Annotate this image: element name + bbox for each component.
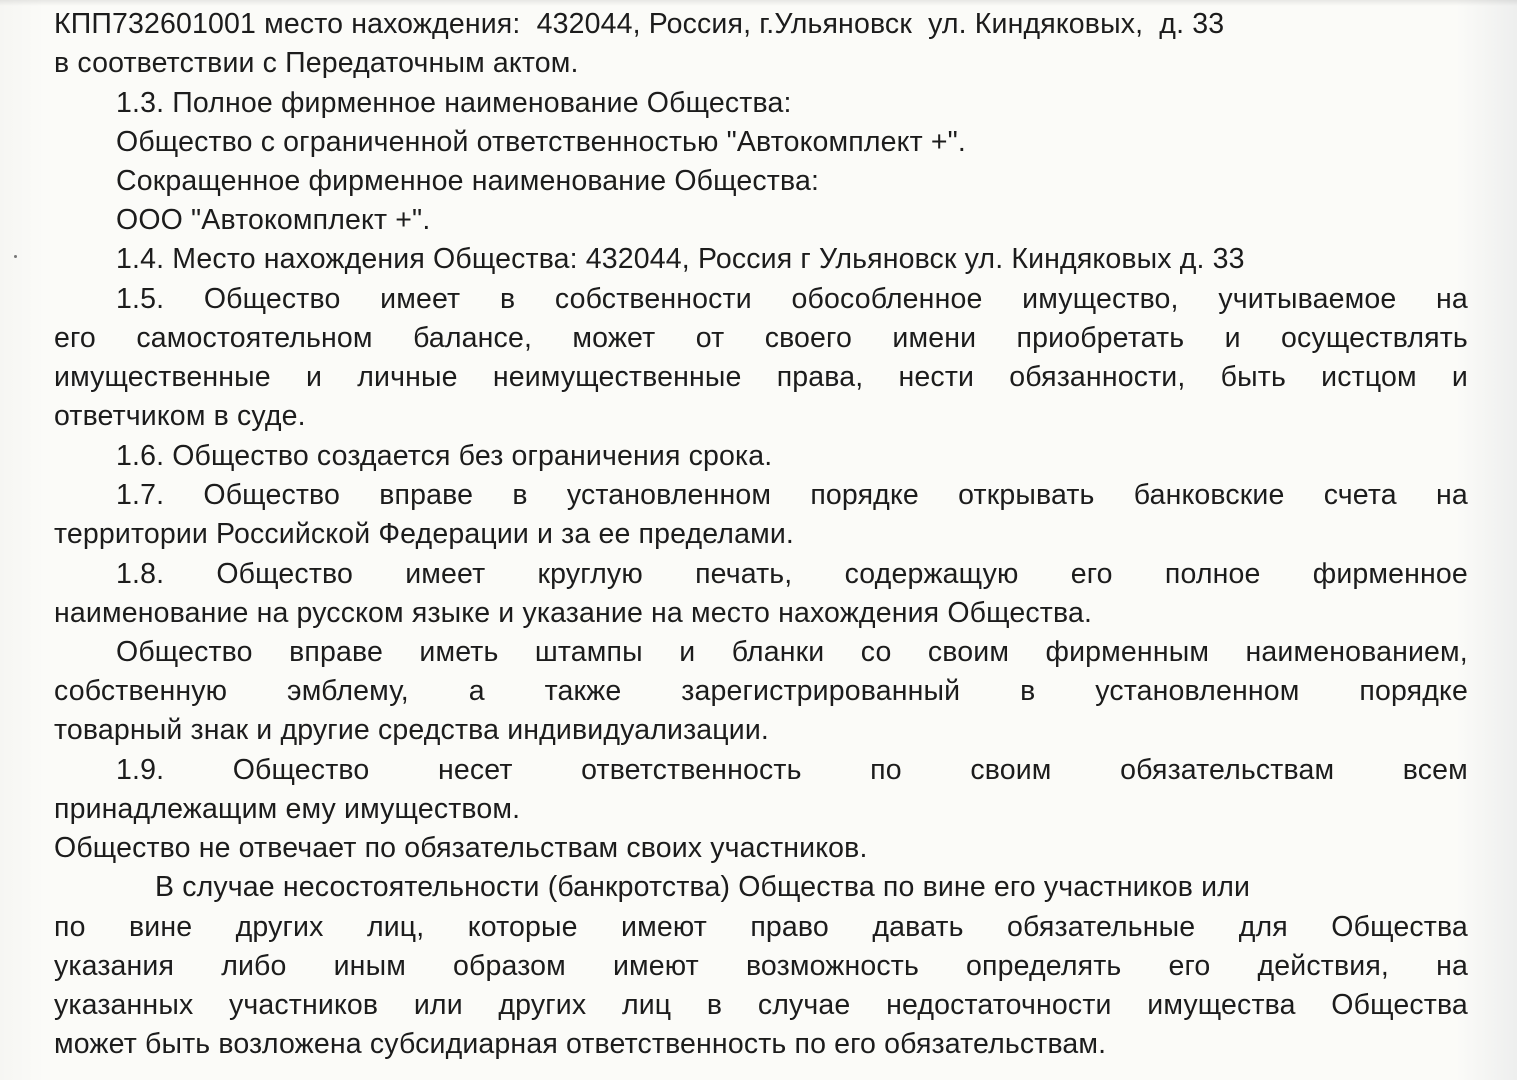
text-line: [116, 128, 966, 157]
word: в: [706, 989, 723, 1021]
word: неимущественные: [492, 361, 742, 393]
word: зарегистрированный: [681, 675, 961, 707]
text-line: [54, 991, 1468, 1020]
line-text: 1.4. Место нахождения Общества: 432044, Россия г Ульяновск ул. Киндяковых д. 33: [116, 243, 1245, 275]
line-text: 1.3. Полное фирменное наименование Общества:: [116, 87, 792, 119]
line-text: принадлежащим ему имуществом.: [54, 793, 521, 825]
word: своего: [764, 322, 852, 354]
word: других: [498, 989, 587, 1021]
text-line: [54, 324, 1468, 353]
word: лиц,: [366, 911, 425, 943]
word: его: [54, 322, 96, 354]
word: Общество: [216, 558, 354, 590]
word: участников: [229, 989, 379, 1021]
word: и: [679, 636, 696, 668]
word: обособленное: [791, 283, 983, 315]
word: порядке: [1359, 675, 1468, 707]
word: личные: [357, 361, 458, 393]
word: Общество: [203, 479, 341, 511]
word: от: [695, 322, 725, 354]
line-text: Общество с ограниченной ответственностью "Автокомплект +".: [116, 126, 966, 158]
word: печать,: [695, 558, 793, 590]
word: полное: [1164, 558, 1261, 590]
text-line: [54, 677, 1468, 706]
word: может: [572, 322, 656, 354]
word: своим: [927, 636, 1010, 668]
text-line: [116, 560, 1468, 589]
word: образом: [453, 950, 566, 982]
line-text: наименование на русском языке и указание на место нахождения Общества.: [54, 597, 1093, 629]
text-line: [116, 756, 1468, 785]
word: и: [1451, 361, 1468, 393]
word: истцом: [1321, 361, 1417, 393]
word: случае: [757, 989, 851, 1021]
text-line: [116, 285, 1468, 314]
word: обязательствам: [1120, 754, 1335, 786]
word: на: [1435, 479, 1468, 511]
word: и: [1224, 322, 1241, 354]
word: имеет: [380, 283, 461, 315]
word: давать: [872, 911, 964, 943]
text-line: [116, 481, 1468, 510]
word: фирменным: [1045, 636, 1210, 668]
word: действия,: [1257, 950, 1389, 982]
word: либо: [221, 950, 287, 982]
scan-speck: [14, 255, 17, 258]
word: собственности: [554, 283, 752, 315]
word: право: [750, 911, 829, 943]
word: штампы: [534, 636, 643, 668]
page-top-edge: [0, 0, 1517, 6]
word: собственную: [54, 675, 228, 707]
line-text: в соответствии с Передаточным актом.: [54, 47, 579, 79]
text-line: [116, 442, 772, 471]
text-line: [116, 167, 819, 196]
word: бланки: [731, 636, 825, 668]
word: своим: [970, 754, 1052, 786]
word: имущественные: [54, 361, 271, 393]
line-text: может быть возложена субсидиарная ответственность по его обязательствам.: [54, 1028, 1107, 1060]
word: имени: [892, 322, 977, 354]
line-text: В случае несостоятельности (банкротства) Общества по вине его участников или: [155, 871, 1251, 903]
word: самостоятельном: [136, 322, 373, 354]
line-text: территории Российской Федерации и за ее пределами.: [54, 518, 794, 550]
word: наименованием,: [1245, 636, 1468, 668]
line-text: ответчиком в суде.: [54, 400, 306, 432]
line-text: товарный знак и другие средства индивидуализации.: [54, 714, 769, 746]
text-line: [54, 716, 769, 745]
word: обязанности,: [1009, 361, 1186, 393]
word: для: [1238, 911, 1288, 943]
word: Общества: [1331, 989, 1468, 1021]
word: вине: [129, 911, 193, 943]
text-line: [116, 245, 1245, 274]
word: а: [468, 675, 485, 707]
word: Общество: [203, 283, 341, 315]
word: иметь: [419, 636, 499, 668]
text-line: [54, 520, 794, 549]
word: установленном: [1095, 675, 1300, 707]
word: порядке: [810, 479, 919, 511]
word: вправе: [289, 636, 383, 668]
word: ответственность: [581, 754, 802, 786]
word: имеют: [612, 950, 699, 982]
word: по: [54, 911, 86, 943]
word: права,: [776, 361, 864, 393]
word: указанных: [54, 989, 194, 1021]
word: имущество,: [1022, 283, 1179, 315]
word: его: [1168, 950, 1211, 982]
text-line: [54, 834, 868, 863]
text-line: [54, 1030, 1106, 1059]
text-line: [155, 873, 1250, 902]
word: 1.7.: [116, 479, 165, 511]
word: в: [1020, 675, 1036, 707]
word: осуществлять: [1281, 322, 1468, 354]
text-line: [116, 89, 792, 118]
word: на: [1436, 950, 1468, 982]
line-text: Общество не отвечает по обязательствам своих участников.: [54, 832, 868, 864]
word: круглую: [537, 558, 643, 590]
word: Общество: [116, 636, 253, 668]
word: по: [870, 754, 902, 786]
word: всем: [1402, 754, 1468, 786]
word: или: [413, 989, 463, 1021]
text-line: [116, 638, 1468, 667]
word: обязательные: [1007, 911, 1196, 943]
text-line: [54, 49, 579, 78]
word: 1.9.: [116, 754, 165, 786]
line-text: Сокращенное фирменное наименование Общества:: [116, 165, 820, 197]
line-text: ООО "Автокомплект +".: [116, 204, 431, 236]
word: открывать: [958, 479, 1095, 511]
word: Общество: [232, 754, 370, 786]
word: недостаточности: [886, 989, 1112, 1021]
word: и: [306, 361, 323, 393]
word: быть: [1220, 361, 1286, 393]
word: других: [235, 911, 324, 943]
word: установленном: [566, 479, 772, 511]
word: учитываемое: [1218, 283, 1397, 315]
word: банковские: [1133, 479, 1285, 511]
text-line: [54, 795, 520, 824]
word: Общества: [1331, 911, 1468, 943]
word: имеют: [621, 911, 707, 943]
word: балансе,: [413, 322, 533, 354]
text-line: [54, 10, 1224, 39]
word: лиц: [621, 989, 672, 1021]
word: его: [1070, 558, 1113, 590]
line-text: КПП732601001 место нахождения: 432044, Россия, г.Ульяновск ул. Киндяковых, д. 33: [54, 8, 1225, 40]
word: также: [544, 675, 622, 707]
word: счета: [1323, 479, 1397, 511]
word: иным: [333, 950, 406, 982]
text-line: [54, 952, 1468, 981]
word: содержащую: [844, 558, 1019, 590]
word: фирменное: [1312, 558, 1468, 590]
word: несет: [437, 754, 513, 786]
word: на: [1436, 283, 1468, 315]
word: нести: [898, 361, 975, 393]
word: со: [860, 636, 892, 668]
word: указания: [54, 950, 175, 982]
word: определять: [966, 950, 1122, 982]
word: эмблему,: [287, 675, 409, 707]
word: приобретать: [1016, 322, 1185, 354]
word: которые: [467, 911, 578, 943]
word: в: [512, 479, 528, 511]
text-line: [54, 363, 1468, 392]
word: в: [499, 283, 516, 315]
text-line: [54, 599, 1092, 628]
word: возможность: [745, 950, 919, 982]
word: имущества: [1147, 989, 1296, 1021]
word: 1.5.: [116, 283, 165, 315]
text-line: [116, 206, 430, 235]
word: вправе: [379, 479, 474, 511]
word: имеет: [405, 558, 486, 590]
line-text: 1.6. Общество создается без ограничения срока.: [116, 440, 773, 472]
text-line: [54, 402, 306, 431]
text-line: [54, 913, 1468, 942]
word: 1.8.: [116, 558, 165, 590]
